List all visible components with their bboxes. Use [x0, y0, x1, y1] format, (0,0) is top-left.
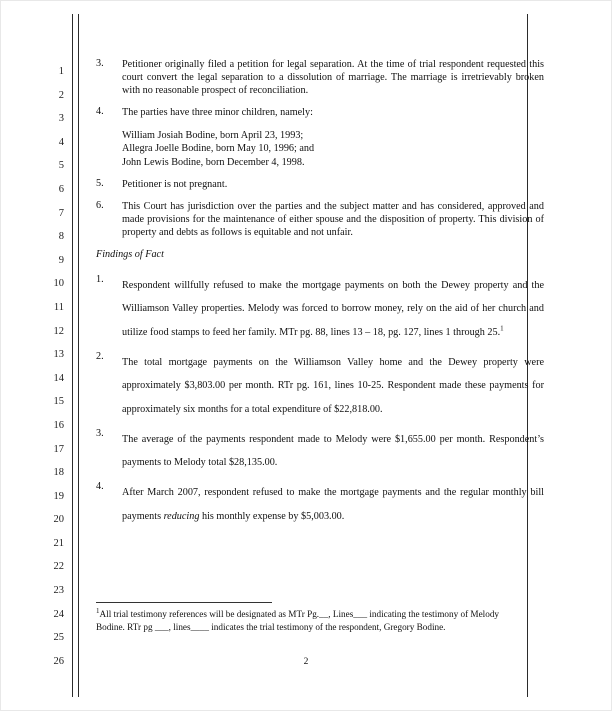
finding-text: The average of the payments respondent made to Melody were $1,655.00 per month. Respondent’s payments to Melody total $28,135.00. — [122, 433, 544, 469]
line-number: 11 — [53, 301, 64, 313]
finding-text — [122, 481, 544, 528]
finding-body-tail: his monthly expense by $5,003.00. — [199, 510, 345, 522]
section-heading: Findings of Fact — [96, 248, 164, 260]
line-number: 17 — [53, 443, 64, 455]
page-number: 2 — [303, 657, 309, 667]
line-number: 21 — [53, 537, 64, 549]
line-number: 2 — [58, 89, 64, 101]
line-number: 22 — [53, 561, 64, 573]
footnote-separator — [96, 602, 272, 603]
line-number-column — [30, 60, 64, 673]
footnote-text: All trial testimony references will be designated as MTr Pg.__, Lines___ indicating the testimony of Melody Bodine. RTr pg ___, lines____ indicates the trial testimony of the respondent, Gregory Bodine. — [96, 609, 500, 633]
finding-number: 1. — [96, 273, 104, 285]
document-body — [96, 58, 544, 534]
line-number: 8 — [58, 231, 64, 243]
left-outer-margin-rule — [72, 14, 73, 697]
line-number: 3 — [58, 113, 64, 125]
line-number: 10 — [53, 278, 64, 290]
left-inner-margin-rule — [78, 14, 79, 697]
finding-text — [122, 274, 544, 345]
paragraph-number: 6. — [96, 200, 104, 212]
finding-number: 3. — [96, 427, 104, 439]
paragraph-text: Petitioner is not pregnant. — [122, 178, 228, 190]
paragraph-text: The parties have three minor children, namely: — [122, 107, 313, 119]
children-list — [122, 129, 544, 169]
numbered-paragraph — [96, 200, 544, 239]
finding-item — [96, 481, 544, 528]
finding-item — [96, 428, 544, 475]
line-number: 12 — [53, 325, 64, 337]
paragraph-text: Petitioner originally filed a petition for legal separation. At the time of trial respondent requested this court convert the legal separation to a dissolution of marriage. The marriage is irretrievably broken with no reasonable prospect of reconciliation. — [122, 59, 544, 97]
line-number: 20 — [53, 514, 64, 526]
line-number: 24 — [53, 608, 64, 620]
numbered-paragraph — [96, 106, 544, 119]
line-number: 6 — [58, 183, 64, 195]
footnote-marker: 1 — [96, 606, 100, 615]
footnote-reference: 1 — [500, 324, 504, 333]
line-number: 14 — [53, 372, 64, 384]
line-number: 4 — [58, 136, 64, 148]
paragraph-number: 5. — [96, 177, 104, 189]
paragraph-text: This Court has jurisdiction over the parties and the subject matter and has considered, approved and made provisions for the maintenance of either spouse and the disposition of property. This division of property and debts as follows is equitable and not unfair. — [122, 201, 544, 239]
list-item: John Lewis Bodine, born December 4, 1998. — [122, 156, 305, 168]
finding-number: 2. — [96, 350, 104, 362]
finding-body: Respondent willfully refused to make the mortgage payments on both the Dewey property and the Williamson Valley properties. Melody was forced to borrow money, rely on the aid of her church and utilize food stamps to feed her family. MTr pg. 88, lines 13 – 18, pg. 127, lines 1 through 25. — [122, 279, 544, 338]
finding-item — [96, 274, 544, 345]
line-number: 16 — [53, 419, 64, 431]
line-number: 25 — [53, 632, 64, 644]
line-number: 26 — [53, 655, 64, 667]
line-number: 7 — [58, 207, 64, 219]
finding-item — [96, 351, 544, 422]
paragraph-number: 4. — [96, 106, 104, 118]
finding-number: 4. — [96, 480, 104, 492]
finding-text: The total mortgage payments on the Williamson Valley home and the Dewey property were approximately $3,803.00 per month. RTr pg. 161, lines 10-25. Respondent made these payments for approximately six months for a total expenditure of $22,818.00. — [122, 356, 544, 415]
line-number: 18 — [53, 467, 64, 479]
line-number: 5 — [58, 160, 64, 172]
numbered-paragraph — [96, 58, 544, 97]
footnote — [96, 608, 502, 634]
line-number: 15 — [53, 396, 64, 408]
line-number: 9 — [58, 254, 64, 266]
finding-body: After March 2007, respondent refused to make the mortgage payments and the regular monthly bill payments — [122, 486, 544, 522]
list-item: William Josiah Bodine, born April 23, 1993; — [122, 129, 304, 141]
emphasized-word: reducing — [163, 510, 200, 522]
numbered-paragraph — [96, 178, 544, 191]
line-number: 1 — [58, 66, 64, 77]
list-item: Allegra Joelle Bodine, born May 10, 1996; and — [122, 143, 315, 155]
line-number: 13 — [53, 349, 64, 361]
line-number: 23 — [53, 585, 64, 597]
paragraph-number: 3. — [96, 58, 104, 69]
line-number: 19 — [53, 490, 64, 502]
